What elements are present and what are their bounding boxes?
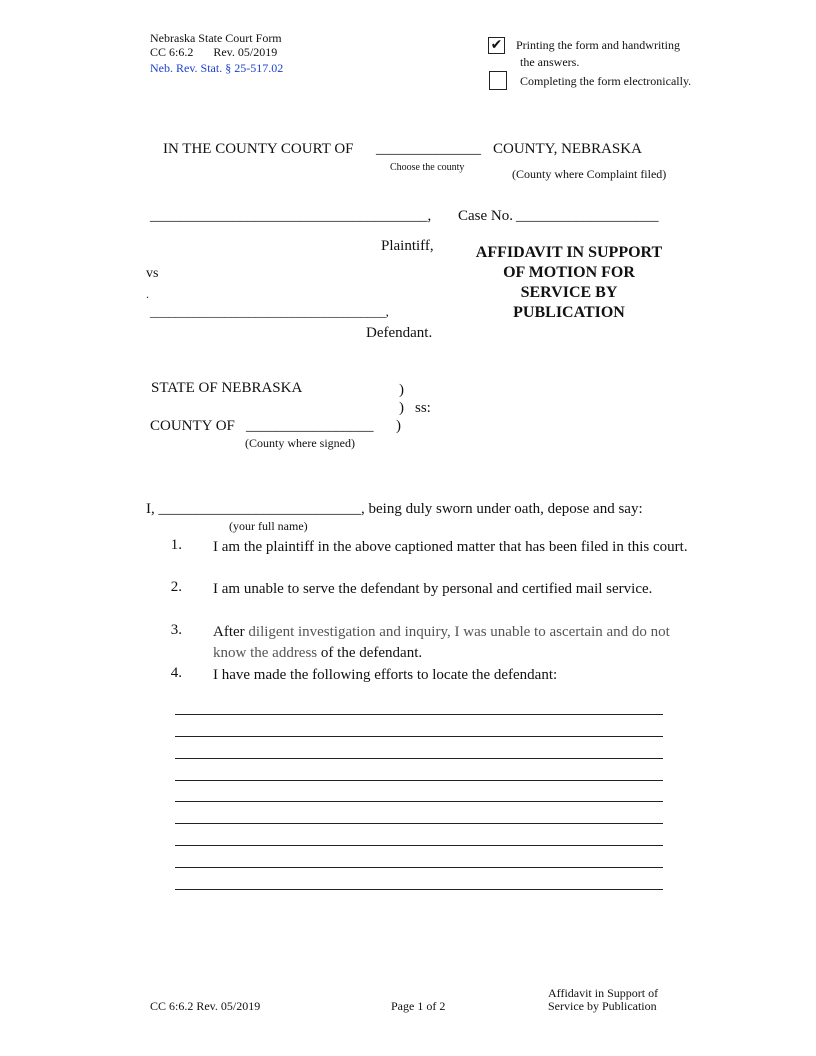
- item-1-text: I am the plaintiff in the above captioned matter that has been filed in this court.: [213, 539, 688, 555]
- item-1-number: 1.: [170, 537, 182, 553]
- item-3-text-a: After: [213, 624, 245, 640]
- print-form-label-line1: Printing the form and handwriting: [516, 38, 680, 52]
- item-3-text-b: diligent investigation and inquiry, I was unable to ascertain and do not know the address: [213, 624, 670, 661]
- affidavit-intro-prefix: I,: [146, 501, 155, 517]
- title-line-3: SERVICE BY: [520, 284, 618, 301]
- venue-paren-1: ): [399, 382, 404, 398]
- footer-page-number: Page 1 of 2: [391, 999, 446, 1013]
- item-3-text: [213, 622, 693, 664]
- venue-paren-2: ): [399, 400, 404, 416]
- statute-link[interactable]: Neb. Rev. Stat. § 25-517.02: [150, 61, 284, 75]
- plaintiff-label: Plaintiff,: [381, 238, 434, 254]
- county-complaint-note: (County where Complaint filed): [512, 167, 667, 181]
- venue-state: STATE OF NEBRASKA: [151, 380, 303, 396]
- court-county-field[interactable]: ______________: [376, 141, 481, 157]
- efforts-line-3[interactable]: [175, 758, 663, 759]
- form-revision: Rev. 05/2019: [213, 45, 278, 59]
- defendant-name-field[interactable]: ______________________________________,: [150, 304, 389, 319]
- efforts-line-8[interactable]: [175, 867, 663, 868]
- affidavit-intro: [146, 501, 643, 518]
- title-line-2: OF MOTION FOR: [503, 264, 635, 281]
- form-code: [150, 45, 277, 59]
- county-field-hint: Choose the county: [390, 162, 465, 173]
- venue-county-label: COUNTY OF: [150, 418, 235, 434]
- document-title: [459, 243, 679, 323]
- venue-ss: ss:: [415, 400, 431, 416]
- print-form-label-line2: the answers.: [520, 55, 580, 69]
- efforts-line-2[interactable]: [175, 736, 663, 737]
- item-4-text: I have made the following efforts to locate the defendant:: [213, 667, 558, 683]
- checkmark-icon: ✔: [490, 37, 503, 53]
- defendant-label: Defendant.: [366, 325, 433, 341]
- affiant-name-field[interactable]: ___________________________: [158, 501, 361, 517]
- affiant-name-note: (your full name): [229, 519, 308, 533]
- efforts-line-9[interactable]: [175, 889, 663, 890]
- court-suffix: COUNTY, NEBRASKA: [493, 141, 642, 157]
- venue-paren-3: ): [396, 418, 401, 434]
- case-number-field[interactable]: ___________________: [516, 208, 659, 224]
- footer-title-line1: Affidavit in Support of: [548, 986, 659, 1000]
- efforts-line-7[interactable]: [175, 845, 663, 846]
- form-name: Nebraska State Court Form: [150, 31, 282, 45]
- case-number-label: Case No.: [458, 208, 513, 224]
- court-prefix: IN THE COUNTY COURT OF: [163, 141, 354, 157]
- title-line-4: PUBLICATION: [513, 304, 625, 321]
- versus-label: vs: [146, 266, 159, 281]
- efforts-line-1[interactable]: [175, 714, 663, 715]
- print-form-checkbox[interactable]: [488, 37, 505, 54]
- plaintiff-name-field[interactable]: _____________________________________,: [150, 208, 432, 224]
- efforts-line-5[interactable]: [175, 801, 663, 802]
- item-4-number: 4.: [170, 665, 182, 681]
- efforts-line-4[interactable]: [175, 780, 663, 781]
- item-2-text: I am unable to serve the defendant by personal and certified mail service.: [213, 581, 653, 597]
- item-2-number: 2.: [170, 579, 182, 595]
- electronic-form-label: Completing the form electronically.: [520, 74, 692, 88]
- electronic-form-checkbox[interactable]: [489, 71, 507, 90]
- footer-form-code: CC 6:6.2 Rev. 05/2019: [150, 999, 261, 1013]
- item-3-text-c: of the defendant.: [320, 645, 423, 661]
- affidavit-intro-suffix: , being duly sworn under oath, depose and say:: [361, 501, 643, 517]
- form-code-number: CC 6:6.2: [150, 45, 194, 59]
- item-3-number: 3.: [170, 622, 182, 638]
- title-line-1: AFFIDAVIT IN SUPPORT: [475, 244, 663, 261]
- efforts-line-6[interactable]: [175, 823, 663, 824]
- venue-county-field[interactable]: _________________: [246, 418, 374, 434]
- footer-title-line2: Service by Publication: [548, 999, 657, 1013]
- venue-county-note: (County where signed): [245, 436, 355, 450]
- versus-dot: .: [146, 287, 149, 301]
